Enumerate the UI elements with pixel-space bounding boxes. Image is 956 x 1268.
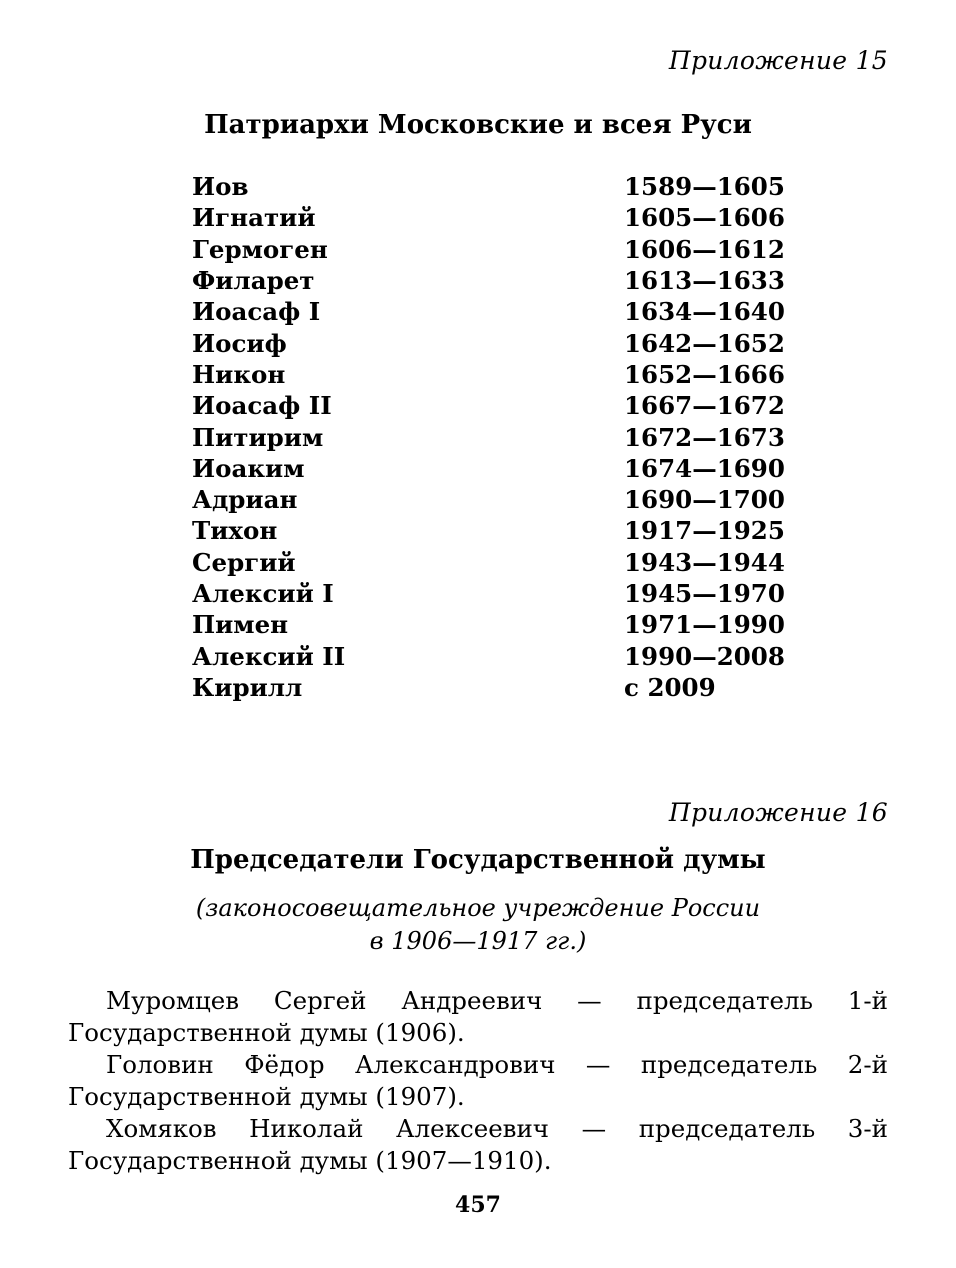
patriarch-name: Иов <box>192 172 249 202</box>
appendix-15-label: Приложение 15 <box>668 46 888 75</box>
duma-subtitle-line-2: в 1906—1917 гг.) <box>369 927 587 955</box>
patriarch-years: с 2009 <box>624 672 716 702</box>
patriarch-years: 1642—1652 <box>624 328 785 358</box>
list-item <box>192 547 792 578</box>
list-item <box>192 202 792 233</box>
patriarchs-list <box>192 171 792 703</box>
list-item <box>192 234 792 265</box>
chairman-paragraph: Головин Фёдор Александрович — председатель 2-й Государственной думы (1907). <box>68 1050 888 1111</box>
list-item <box>192 296 792 327</box>
patriarch-years: 1606—1612 <box>624 234 785 264</box>
patriarch-name: Иоасаф I <box>192 297 321 327</box>
list-item <box>192 171 792 202</box>
patriarch-years: 1589—1605 <box>624 172 785 202</box>
patriarch-name: Питирим <box>192 422 324 452</box>
patriarch-name: Адриан <box>192 485 298 515</box>
patriarch-name: Пимен <box>192 610 289 640</box>
patriarch-years: 1667—1672 <box>624 391 785 421</box>
page-number: 457 <box>455 1192 501 1218</box>
patriarch-years: 1605—1606 <box>624 203 785 233</box>
patriarch-years: 1634—1640 <box>624 297 785 327</box>
duma-subtitle-line-1: (законосовещательное учреждение России <box>195 894 761 922</box>
appendix-16-label: Приложение 16 <box>668 798 888 827</box>
patriarch-name: Кирилл <box>192 672 303 702</box>
patriarch-years: 1945—1970 <box>624 579 785 608</box>
list-item <box>192 359 792 390</box>
patriarch-years: 1613—1633 <box>624 266 785 296</box>
chairman-paragraph: Муромцев Сергей Андреевич — председатель 1-й Государственной думы (1906). <box>68 986 888 1047</box>
list-item <box>192 515 792 546</box>
list-item <box>192 453 792 484</box>
duma-chairmen-title: Председатели Государственной думы <box>190 845 766 875</box>
patriarch-years: 1674—1690 <box>624 453 785 483</box>
list-item <box>192 484 792 515</box>
patriarchs-title: Патриархи Московские и всея Руси <box>204 110 752 140</box>
patriarch-name: Сергий <box>192 547 296 577</box>
patriarch-name: Игнатий <box>192 203 316 233</box>
list-item <box>192 390 792 421</box>
patriarch-years: 1990—2008 <box>624 641 785 671</box>
list-item <box>192 609 792 640</box>
patriarch-name: Иоаким <box>192 453 305 483</box>
list-item <box>192 578 792 609</box>
patriarch-years: 1652—1666 <box>624 359 785 389</box>
patriarch-name: Никон <box>192 359 286 389</box>
chairman-paragraph: Хомяков Николай Алексеевич — председатель 3-й Государственной думы (1907—1910). <box>68 1114 888 1175</box>
patriarch-name: Алексий II <box>192 641 346 671</box>
patriarch-years: 1943—1944 <box>624 547 785 577</box>
patriarch-name: Алексий I <box>192 579 334 608</box>
patriarch-years: 1971—1990 <box>624 610 785 640</box>
patriarch-years: 1690—1700 <box>624 485 785 515</box>
list-item <box>192 265 792 296</box>
list-item <box>192 640 792 671</box>
patriarch-name: Иосиф <box>192 328 287 358</box>
list-item <box>192 327 792 358</box>
patriarch-name: Филарет <box>192 266 315 296</box>
patriarch-name: Гермоген <box>192 234 328 264</box>
patriarch-name: Тихон <box>192 516 278 546</box>
patriarch-years: 1917—1925 <box>624 516 785 546</box>
list-item <box>192 421 792 452</box>
list-item <box>192 672 792 703</box>
patriarch-years: 1672—1673 <box>624 422 785 452</box>
patriarch-name: Иоасаф II <box>192 391 332 421</box>
